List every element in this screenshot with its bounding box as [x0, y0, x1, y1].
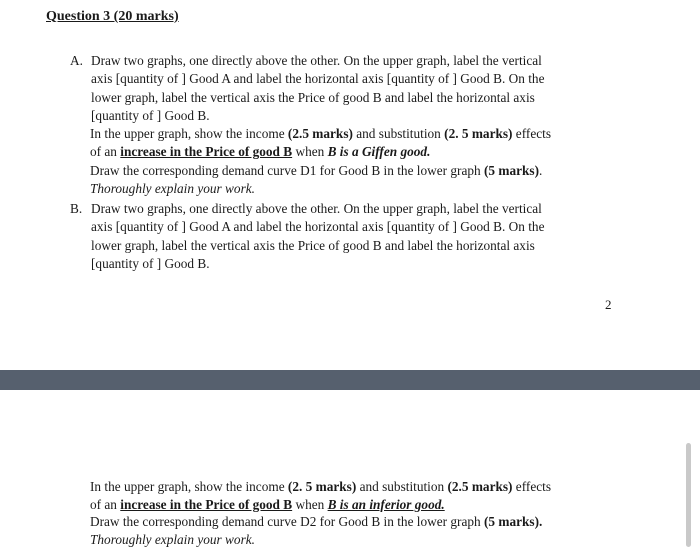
part-a-line-5: In the upper graph, show the income (2.5 marks) and substitution (2. 5 marks) effects: [90, 126, 551, 142]
question-title: Question 3 (20 marks): [46, 9, 179, 24]
part-a-line-7: Draw the corresponding demand curve D1 for Good B in the lower graph (5 marks).: [90, 162, 543, 178]
part-a-line-6: of an increase in the Price of good B when B is a Giffen good.: [90, 144, 431, 160]
cont-line-1: In the upper graph, show the income (2. 5 marks) and substitution (2.5 marks) effects: [90, 479, 551, 494]
part-a: [70, 52, 610, 198]
increase-price-phrase: increase in the Price of good B: [120, 144, 293, 160]
scrollbar-thumb[interactable]: [686, 443, 691, 547]
page-divider: [0, 370, 700, 390]
part-b-continuation: [90, 478, 630, 548]
part-b-line-1: Draw two graphs, one directly above the other. On the upper graph, label the vertical: [91, 201, 542, 216]
page-number: 2: [605, 297, 612, 312]
increase-price-phrase-b: increase in the Price of good B: [120, 496, 293, 512]
part-b-line-2: axis [quantity of ] Good A and label the horizontal axis [quantity of ] Good B. On the: [91, 219, 545, 235]
cont-line-3: Draw the corresponding demand curve D2 for Good B in the lower graph (5 marks).: [90, 514, 543, 529]
cont-line-2: of an increase in the Price of good B when B is an inferior good.: [90, 496, 445, 512]
part-a-letter: A.: [70, 53, 83, 68]
part-a-line-2: axis [quantity of ] Good A and label the horizontal axis [quantity of ] Good B. On the: [91, 71, 545, 87]
part-a-line-8: Thoroughly explain your work.: [90, 181, 255, 197]
giffen-good-phrase: B is a Giffen good.: [327, 144, 431, 160]
part-a-line-1: Draw two graphs, one directly above the other. On the upper graph, label the vertical: [91, 53, 542, 68]
part-b: [70, 200, 610, 273]
part-a-line-3: lower graph, label the vertical axis the Price of good B and label the horizontal axis: [91, 89, 535, 105]
inferior-good-phrase: B is an inferior good.: [327, 496, 445, 512]
part-b-line-4: [quantity of ] Good B.: [91, 255, 210, 271]
part-b-line-3: lower graph, label the vertical axis the Price of good B and label the horizontal axis: [91, 237, 535, 253]
cont-line-4: Thoroughly explain your work.: [90, 531, 255, 547]
part-b-letter: B.: [70, 201, 83, 216]
part-a-line-4: [quantity of ] Good B.: [91, 107, 210, 123]
